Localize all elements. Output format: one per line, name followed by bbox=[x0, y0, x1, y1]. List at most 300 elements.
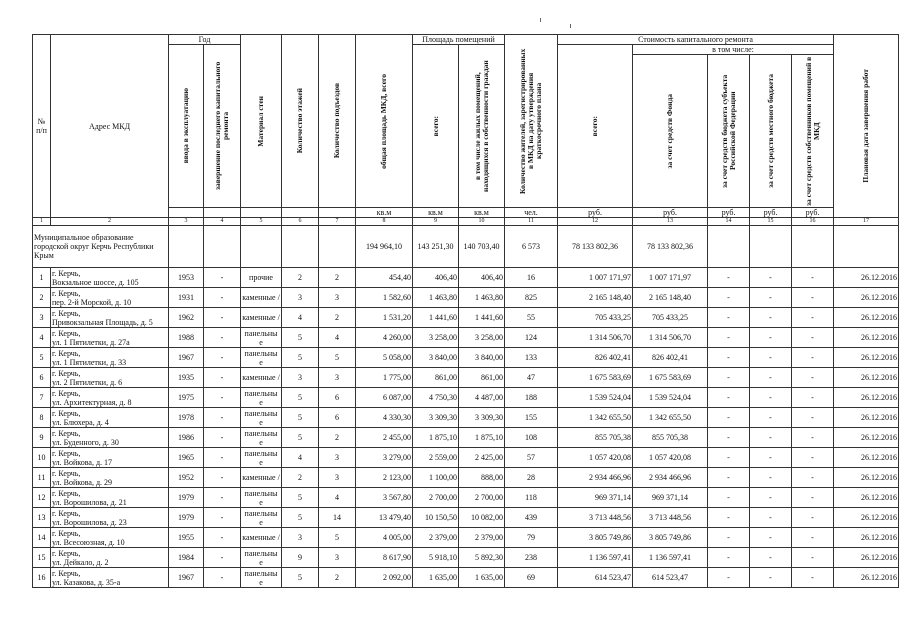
scan-mark bbox=[540, 18, 541, 22]
cell bbox=[708, 226, 750, 268]
row-number: 6 bbox=[33, 368, 51, 388]
address-street: Привокзальная Площадь, д. 5 bbox=[52, 317, 153, 327]
wall-material-cell: прочие bbox=[241, 268, 282, 288]
area-private-cell: 1 635,00 bbox=[459, 568, 505, 588]
total-cost-value: 78 133 802,36 bbox=[558, 226, 633, 268]
header-area-group: Площадь помещений bbox=[413, 35, 505, 45]
entrances-cell: 2 bbox=[319, 308, 356, 328]
entrances-cell: 4 bbox=[319, 488, 356, 508]
cost-local-cell: - bbox=[750, 348, 792, 368]
table-row bbox=[33, 268, 899, 288]
area-private-cell: 4 487,00 bbox=[459, 388, 505, 408]
address-street: ул. Ворошилова, д. 23 bbox=[52, 517, 127, 527]
cost-all-cell: 1 675 583,69 bbox=[558, 368, 633, 388]
row-number: 14 bbox=[33, 528, 51, 548]
header-area-all: всего: bbox=[413, 45, 459, 208]
area-private-cell: 10 082,00 bbox=[459, 508, 505, 528]
floors-cell: 5 bbox=[282, 428, 319, 448]
cost-all-cell: 614 523,47 bbox=[558, 568, 633, 588]
header-cost-region: за счет средств бюджета субъекта Российской Федерации bbox=[708, 55, 750, 208]
residents-cell: 825 bbox=[505, 288, 558, 308]
column-number: 11 bbox=[505, 218, 558, 226]
cost-all-cell: 855 705,38 bbox=[558, 428, 633, 448]
planned-date-cell: 26.12.2016 bbox=[834, 408, 899, 428]
table-row bbox=[33, 488, 899, 508]
header-wall: Материал стен bbox=[241, 35, 282, 208]
planned-date-cell: 26.12.2016 bbox=[834, 508, 899, 528]
year-built-cell: 1962 bbox=[169, 308, 204, 328]
floors-cell: 9 bbox=[282, 548, 319, 568]
table-row bbox=[33, 368, 899, 388]
area-all-cell: 1 875,10 bbox=[413, 428, 459, 448]
area-all-cell: 1 100,00 bbox=[413, 468, 459, 488]
address-city: г. Керчь, bbox=[52, 308, 81, 318]
cost-local-cell: - bbox=[750, 408, 792, 428]
cost-fund-cell: 1 314 506,70 bbox=[633, 328, 708, 348]
year-built-cell: 1988 bbox=[169, 328, 204, 348]
entrances-cell: 3 bbox=[319, 448, 356, 468]
wall-material-cell: панельны е bbox=[241, 388, 282, 408]
wall-material-cell: панельны е bbox=[241, 428, 282, 448]
cell bbox=[792, 226, 834, 268]
header-total-area: общая площадь МКД, всего bbox=[356, 35, 413, 208]
address-street: ул. Войкова, д. 29 bbox=[52, 477, 113, 487]
residents-cell: 28 bbox=[505, 468, 558, 488]
cost-fund-cell: 705 433,25 bbox=[633, 308, 708, 328]
cost-all-cell: 1 057 420,08 bbox=[558, 448, 633, 468]
residents-cell: 55 bbox=[505, 308, 558, 328]
year-repair-cell: - bbox=[204, 428, 241, 448]
planned-date-cell: 26.12.2016 bbox=[834, 428, 899, 448]
year-built-cell: 1967 bbox=[169, 348, 204, 368]
planned-date-cell: 26.12.2016 bbox=[834, 348, 899, 368]
address-street: пер. 2-й Морской, д. 10 bbox=[52, 297, 132, 307]
cost-local-cell: - bbox=[750, 508, 792, 528]
address-street: ул. 1 Пятилетки, д. 33 bbox=[52, 357, 127, 367]
cell bbox=[282, 226, 319, 268]
address-cell bbox=[51, 488, 169, 508]
entrances-cell: 3 bbox=[319, 368, 356, 388]
address-cell bbox=[51, 268, 169, 288]
table-row bbox=[33, 388, 899, 408]
cost-fund-cell: 1 136 597,41 bbox=[633, 548, 708, 568]
planned-date-cell: 26.12.2016 bbox=[834, 368, 899, 388]
table-row bbox=[33, 428, 899, 448]
year-repair-cell: - bbox=[204, 388, 241, 408]
entrances-cell: 6 bbox=[319, 388, 356, 408]
cost-owners-cell: - bbox=[792, 528, 834, 548]
units-blank bbox=[204, 208, 241, 218]
entrances-cell: 2 bbox=[319, 268, 356, 288]
header-cost-owners: за счет средств собственников помещений в МКД bbox=[792, 55, 834, 208]
table-row bbox=[33, 528, 899, 548]
wall-material-cell: панельны е bbox=[241, 548, 282, 568]
entrances-cell: 3 bbox=[319, 468, 356, 488]
floors-cell: 3 bbox=[282, 288, 319, 308]
address-cell bbox=[51, 508, 169, 528]
year-built-cell: 1986 bbox=[169, 428, 204, 448]
area-all-cell: 2 700,00 bbox=[413, 488, 459, 508]
address-street: ул. Казакова, д. 35-а bbox=[52, 577, 121, 587]
year-built-cell: 1978 bbox=[169, 408, 204, 428]
year-built-cell: 1967 bbox=[169, 568, 204, 588]
floors-cell: 2 bbox=[282, 268, 319, 288]
cost-local-cell: - bbox=[750, 468, 792, 488]
address-city: г. Керчь, bbox=[52, 428, 81, 438]
cost-owners-cell: - bbox=[792, 548, 834, 568]
area-private-cell: 1 463,80 bbox=[459, 288, 505, 308]
row-number: 9 bbox=[33, 428, 51, 448]
address-city: г. Керчь, bbox=[52, 408, 81, 418]
total-area-value: 194 964,10 bbox=[356, 226, 413, 268]
cost-local-cell: - bbox=[750, 388, 792, 408]
cost-region-cell: - bbox=[708, 288, 750, 308]
cost-owners-cell: - bbox=[792, 408, 834, 428]
area-private-cell: 406,40 bbox=[459, 268, 505, 288]
total-area-private-value: 140 703,40 bbox=[459, 226, 505, 268]
year-repair-cell: - bbox=[204, 448, 241, 468]
header-num: № п/п bbox=[33, 35, 51, 218]
cost-region-cell: - bbox=[708, 528, 750, 548]
floors-cell: 2 bbox=[282, 468, 319, 488]
wall-material-cell: панельны е bbox=[241, 508, 282, 528]
cost-region-cell: - bbox=[708, 568, 750, 588]
entrances-cell: 6 bbox=[319, 408, 356, 428]
cost-owners-cell: - bbox=[792, 268, 834, 288]
year-repair-cell: - bbox=[204, 508, 241, 528]
cost-fund-cell: 3 713 448,56 bbox=[633, 508, 708, 528]
row-number: 2 bbox=[33, 288, 51, 308]
address-cell bbox=[51, 348, 169, 368]
cost-region-cell: - bbox=[708, 408, 750, 428]
wall-material-cell: панельны е bbox=[241, 348, 282, 368]
planned-date-cell: 26.12.2016 bbox=[834, 448, 899, 468]
year-repair-cell: - bbox=[204, 328, 241, 348]
cost-local-cell: - bbox=[750, 428, 792, 448]
area-private-cell: 2 379,00 bbox=[459, 528, 505, 548]
row-number: 16 bbox=[33, 568, 51, 588]
wall-material-cell: панельны е bbox=[241, 488, 282, 508]
cost-all-cell: 1 136 597,41 bbox=[558, 548, 633, 568]
residents-cell: 124 bbox=[505, 328, 558, 348]
area-all-cell: 10 150,50 bbox=[413, 508, 459, 528]
wall-material-cell: каменные / bbox=[241, 528, 282, 548]
area-private-cell: 2 425,00 bbox=[459, 448, 505, 468]
year-built-cell: 1979 bbox=[169, 508, 204, 528]
year-repair-cell: - bbox=[204, 468, 241, 488]
cost-local-cell: - bbox=[750, 568, 792, 588]
planned-date-cell: 26.12.2016 bbox=[834, 468, 899, 488]
entrances-cell: 2 bbox=[319, 428, 356, 448]
address-street: Вокзальное шоссе, д. 105 bbox=[52, 277, 139, 287]
unit-label: руб. bbox=[708, 208, 750, 218]
wall-material-cell: панельны е bbox=[241, 408, 282, 428]
cost-local-cell: - bbox=[750, 448, 792, 468]
wall-material-cell: панельны е bbox=[241, 328, 282, 348]
cost-all-cell: 2 934 466,96 bbox=[558, 468, 633, 488]
cost-owners-cell: - bbox=[792, 488, 834, 508]
address-city: г. Керчь, bbox=[52, 468, 81, 478]
table-row bbox=[33, 468, 899, 488]
column-number: 3 bbox=[169, 218, 204, 226]
cost-fund-cell: 1 007 171,97 bbox=[633, 268, 708, 288]
floors-cell: 5 bbox=[282, 568, 319, 588]
year-repair-cell: - bbox=[204, 488, 241, 508]
cost-local-cell: - bbox=[750, 268, 792, 288]
address-street: ул. Всесоюзная, д. 10 bbox=[52, 537, 125, 547]
year-repair-cell: - bbox=[204, 368, 241, 388]
address-street: ул. Войкова, д. 17 bbox=[52, 457, 113, 467]
address-cell bbox=[51, 288, 169, 308]
total-area-cell: 2 092,00 bbox=[356, 568, 413, 588]
cell bbox=[834, 226, 899, 268]
residents-cell: 16 bbox=[505, 268, 558, 288]
address-cell bbox=[51, 568, 169, 588]
address-cell bbox=[51, 388, 169, 408]
address-city: г. Керчь, bbox=[52, 368, 81, 378]
total-area-cell: 8 617,90 bbox=[356, 548, 413, 568]
address-cell bbox=[51, 308, 169, 328]
address-cell bbox=[51, 328, 169, 348]
units-blank bbox=[241, 208, 282, 218]
cost-region-cell: - bbox=[708, 348, 750, 368]
cost-all-cell: 1 007 171,97 bbox=[558, 268, 633, 288]
address-city: г. Керчь, bbox=[52, 568, 81, 578]
planned-date-cell: 26.12.2016 bbox=[834, 328, 899, 348]
entrances-cell: 14 bbox=[319, 508, 356, 528]
row-number: 1 bbox=[33, 268, 51, 288]
wall-material-cell: панельны е bbox=[241, 568, 282, 588]
residents-cell: 79 bbox=[505, 528, 558, 548]
total-area-cell: 3 567,80 bbox=[356, 488, 413, 508]
row-number: 5 bbox=[33, 348, 51, 368]
total-area-cell: 454,40 bbox=[356, 268, 413, 288]
year-built-cell: 1975 bbox=[169, 388, 204, 408]
area-all-cell: 1 441,60 bbox=[413, 308, 459, 328]
cost-all-cell: 1 539 524,04 bbox=[558, 388, 633, 408]
cost-owners-cell: - bbox=[792, 328, 834, 348]
residents-cell: 47 bbox=[505, 368, 558, 388]
year-repair-cell: - bbox=[204, 568, 241, 588]
entrances-cell: 5 bbox=[319, 348, 356, 368]
address-street: ул. Ворошилова, д. 21 bbox=[52, 497, 127, 507]
total-area-cell: 1 582,60 bbox=[356, 288, 413, 308]
total-area-cell: 2 123,00 bbox=[356, 468, 413, 488]
cost-owners-cell: - bbox=[792, 448, 834, 468]
total-area-cell: 2 455,00 bbox=[356, 428, 413, 448]
year-repair-cell: - bbox=[204, 528, 241, 548]
total-area-cell: 1 531,20 bbox=[356, 308, 413, 328]
unit-label: руб. bbox=[792, 208, 834, 218]
cost-local-cell: - bbox=[750, 488, 792, 508]
address-city: г. Керчь, bbox=[52, 548, 81, 558]
wall-material-cell: каменные / bbox=[241, 288, 282, 308]
residents-cell: 57 bbox=[505, 448, 558, 468]
year-repair-cell: - bbox=[204, 408, 241, 428]
cost-fund-cell: 614 523,47 bbox=[633, 568, 708, 588]
cost-fund-cell: 1 057 420,08 bbox=[633, 448, 708, 468]
column-number: 16 bbox=[792, 218, 834, 226]
table-row bbox=[33, 568, 899, 588]
table-row bbox=[33, 408, 899, 428]
header-floors: Количество этажей bbox=[282, 35, 319, 208]
cost-region-cell: - bbox=[708, 548, 750, 568]
cost-all-cell: 1 342 655,50 bbox=[558, 408, 633, 428]
cost-region-cell: - bbox=[708, 268, 750, 288]
cost-region-cell: - bbox=[708, 308, 750, 328]
cost-owners-cell: - bbox=[792, 468, 834, 488]
address-street: ул. 1 Пятилетки, д. 27а bbox=[52, 337, 130, 347]
total-area-cell: 5 058,00 bbox=[356, 348, 413, 368]
table-row bbox=[33, 348, 899, 368]
cost-owners-cell: - bbox=[792, 368, 834, 388]
floors-cell: 5 bbox=[282, 508, 319, 528]
area-all-cell: 1 463,80 bbox=[413, 288, 459, 308]
residents-cell: 188 bbox=[505, 388, 558, 408]
column-number: 12 bbox=[558, 218, 633, 226]
cost-fund-cell: 855 705,38 bbox=[633, 428, 708, 448]
address-street: ул. Дейкало, д. 2 bbox=[52, 557, 109, 567]
address-city: г. Керчь, bbox=[52, 348, 81, 358]
planned-date-cell: 26.12.2016 bbox=[834, 568, 899, 588]
header-address: Адрес МКД bbox=[51, 35, 169, 218]
header-cost-local: за счет средств местного бюджета bbox=[750, 55, 792, 208]
total-area-cell: 1 775,00 bbox=[356, 368, 413, 388]
cost-all-cell: 3 713 448,56 bbox=[558, 508, 633, 528]
table-row bbox=[33, 308, 899, 328]
area-private-cell: 1 441,60 bbox=[459, 308, 505, 328]
unit-label: кв.м bbox=[459, 208, 505, 218]
total-area-cell: 4 005,00 bbox=[356, 528, 413, 548]
area-all-cell: 861,00 bbox=[413, 368, 459, 388]
area-private-cell: 3 309,30 bbox=[459, 408, 505, 428]
cost-local-cell: - bbox=[750, 308, 792, 328]
cell bbox=[204, 226, 241, 268]
table-row bbox=[33, 288, 899, 308]
cost-region-cell: - bbox=[708, 388, 750, 408]
unit-label: чел. bbox=[505, 208, 558, 218]
total-area-cell: 3 279,00 bbox=[356, 448, 413, 468]
total-area-cell: 6 087,00 bbox=[356, 388, 413, 408]
year-repair-cell: - bbox=[204, 348, 241, 368]
table-row bbox=[33, 328, 899, 348]
area-all-cell: 2 559,00 bbox=[413, 448, 459, 468]
table-row bbox=[33, 508, 899, 528]
cost-fund-cell: 1 675 583,69 bbox=[633, 368, 708, 388]
header-entrances: Количество подъездов bbox=[319, 35, 356, 208]
cost-fund-cell: 2 165 148,40 bbox=[633, 288, 708, 308]
floors-cell: 5 bbox=[282, 488, 319, 508]
year-built-cell: 1955 bbox=[169, 528, 204, 548]
address-city: г. Керчь, bbox=[52, 328, 81, 338]
row-number: 10 bbox=[33, 448, 51, 468]
unit-label: руб. bbox=[633, 208, 708, 218]
address-cell bbox=[51, 408, 169, 428]
column-number: 1 bbox=[33, 218, 51, 226]
address-city: г. Керчь, bbox=[52, 528, 81, 538]
address-street: ул. Буденного, д. 30 bbox=[52, 437, 119, 447]
area-private-cell: 3 840,00 bbox=[459, 348, 505, 368]
floors-cell: 5 bbox=[282, 328, 319, 348]
units-blank bbox=[169, 208, 204, 218]
column-number: 4 bbox=[204, 218, 241, 226]
address-cell bbox=[51, 368, 169, 388]
residents-cell: 238 bbox=[505, 548, 558, 568]
row-number: 3 bbox=[33, 308, 51, 328]
planned-date-cell: 26.12.2016 bbox=[834, 308, 899, 328]
unit-label: руб. bbox=[558, 208, 633, 218]
header-cost-group: Стоимость капитального ремонта bbox=[558, 35, 834, 45]
address-street: ул. 2 Пятилетки, д. 6 bbox=[52, 377, 123, 387]
row-number: 11 bbox=[33, 468, 51, 488]
column-number: 15 bbox=[750, 218, 792, 226]
cell bbox=[169, 226, 204, 268]
cost-region-cell: - bbox=[708, 368, 750, 388]
address-cell bbox=[51, 428, 169, 448]
residents-cell: 69 bbox=[505, 568, 558, 588]
area-private-cell: 5 892,30 bbox=[459, 548, 505, 568]
cost-fund-cell: 2 934 466,96 bbox=[633, 468, 708, 488]
entrances-cell: 4 bbox=[319, 328, 356, 348]
column-number: 9 bbox=[413, 218, 459, 226]
year-built-cell: 1935 bbox=[169, 368, 204, 388]
cost-owners-cell: - bbox=[792, 428, 834, 448]
entrances-cell: 2 bbox=[319, 568, 356, 588]
year-repair-cell: - bbox=[204, 548, 241, 568]
cell bbox=[319, 226, 356, 268]
residents-cell: 133 bbox=[505, 348, 558, 368]
total-row bbox=[33, 226, 899, 268]
scan-mark bbox=[570, 24, 571, 28]
row-number: 7 bbox=[33, 388, 51, 408]
header-cost-fund: за счет средств Фонда bbox=[633, 55, 708, 208]
year-built-cell: 1931 bbox=[169, 288, 204, 308]
residents-cell: 439 bbox=[505, 508, 558, 528]
table-row bbox=[33, 548, 899, 568]
floors-cell: 5 bbox=[282, 388, 319, 408]
wall-material-cell: панельны е bbox=[241, 448, 282, 468]
header-planned-date: Плановая дата завершения работ bbox=[834, 35, 899, 218]
address-city: г. Керчь, bbox=[52, 448, 81, 458]
cost-owners-cell: - bbox=[792, 348, 834, 368]
header-cost-all: всего: bbox=[558, 45, 633, 208]
cost-region-cell: - bbox=[708, 508, 750, 528]
planned-date-cell: 26.12.2016 bbox=[834, 488, 899, 508]
floors-cell: 4 bbox=[282, 448, 319, 468]
cell bbox=[750, 226, 792, 268]
cost-fund-cell: 826 402,41 bbox=[633, 348, 708, 368]
year-repair-cell: - bbox=[204, 268, 241, 288]
area-all-cell: 1 635,00 bbox=[413, 568, 459, 588]
entrances-cell: 3 bbox=[319, 288, 356, 308]
cell bbox=[241, 226, 282, 268]
unit-label: кв.м bbox=[413, 208, 459, 218]
area-all-cell: 3 840,00 bbox=[413, 348, 459, 368]
address-street: ул. Блюхера, д. 4 bbox=[52, 417, 109, 427]
year-built-cell: 1979 bbox=[169, 488, 204, 508]
area-all-cell: 406,40 bbox=[413, 268, 459, 288]
year-built-cell: 1965 bbox=[169, 448, 204, 468]
area-all-cell: 2 379,00 bbox=[413, 528, 459, 548]
cost-local-cell: - bbox=[750, 528, 792, 548]
cost-fund-cell: 3 805 749,86 bbox=[633, 528, 708, 548]
floors-cell: 4 bbox=[282, 308, 319, 328]
address-city: г. Керчь, bbox=[52, 388, 81, 398]
cost-owners-cell: - bbox=[792, 508, 834, 528]
column-number: 6 bbox=[282, 218, 319, 226]
cost-local-cell: - bbox=[750, 368, 792, 388]
row-number: 13 bbox=[33, 508, 51, 528]
